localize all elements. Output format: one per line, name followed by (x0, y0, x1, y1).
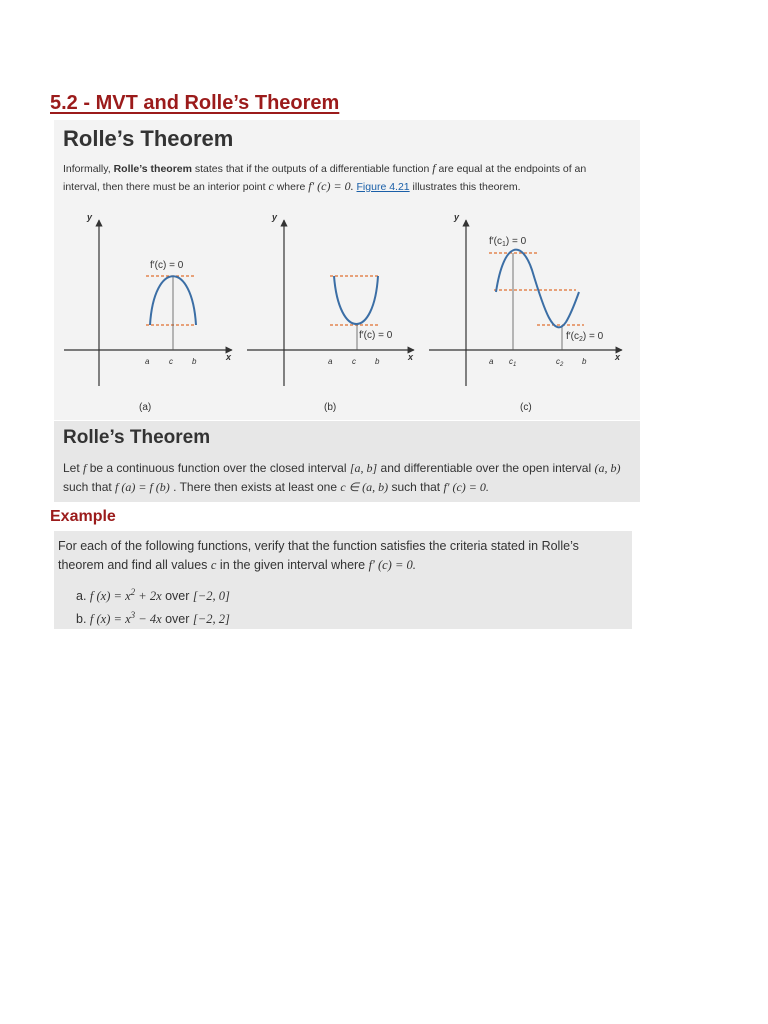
example-c: c (210, 558, 217, 572)
list-item-function: f (x) = x (89, 589, 131, 604)
graph-b-y-label: y (272, 212, 278, 222)
list-item-over: over (161, 612, 193, 627)
graph-c (429, 212, 622, 413)
graph-a (64, 212, 232, 413)
theorem-text-2: be a continuous function over the closed interval (86, 461, 350, 475)
graph-b-curve (334, 276, 378, 324)
graph-c-curve (496, 250, 579, 328)
intro-text-5: illustrates this theorem. (409, 181, 521, 193)
list-item-rest: + 2x (135, 589, 162, 604)
intro-paragraph (63, 160, 623, 196)
graph-b-tick-a: a (328, 357, 333, 366)
theorem-statement-box (54, 421, 640, 502)
graph-c-deriv-label-1: $f'(c_1) = 0$ (489, 236, 527, 248)
list-item-function: f (x) = x (89, 612, 131, 627)
example-text-2: in the given interval where (216, 558, 369, 572)
graph-c-tick-b: b (582, 357, 587, 366)
theorem-text-4: such that (63, 480, 116, 494)
section-title: 5.2 - MVT and Rolle’s Theorem (50, 92, 340, 114)
example-list (76, 583, 230, 629)
intro-text-1: Informally, (63, 163, 114, 175)
graph-b-tick-c: c (352, 357, 356, 366)
theorem-text-1: Let (63, 461, 84, 475)
intro-heading: Rolle’s Theorem (63, 126, 234, 151)
graph-c-tick-a: a (489, 357, 494, 366)
graph-b-x-label: x (408, 352, 414, 362)
figure-link[interactable]: Figure 4.21 (356, 181, 410, 193)
theorem-text-5: . There then exists at least one (169, 480, 341, 494)
theorem-text-3: and differentiable over the open interval (377, 461, 595, 475)
graph-b (247, 212, 414, 413)
theorem-membership: c ∈ (a, b) (340, 480, 389, 494)
list-item (76, 606, 230, 629)
intro-text-2: states that if the outputs of a differentiable function (191, 163, 433, 175)
intro-bold-term: Rolle’s theorem (113, 163, 192, 175)
theorem-closed-interval: [a, b] (349, 461, 378, 475)
example-prompt (58, 537, 628, 575)
intro-text-3: are equal at the endpoints of an interval, then there must be an interior point (63, 163, 587, 193)
list-item-marker: b. (76, 612, 87, 627)
intro-f-symbol: f (432, 161, 436, 175)
rolles-theorem-intro (54, 120, 640, 420)
graph-c-caption: (c) (520, 402, 532, 413)
example-box (54, 531, 632, 629)
graph-a-tick-c: c (169, 357, 173, 366)
list-item-interval: [−2, 2] (192, 612, 230, 627)
graph-a-y-label: y (87, 212, 93, 222)
list-item-over: over (161, 589, 193, 604)
intro-c-symbol: c (268, 179, 274, 193)
theorem-statement (63, 459, 633, 497)
list-item-rest: − 4x (135, 612, 162, 627)
theorem-text-6: such that (388, 480, 444, 494)
theorem-open-interval: (a, b) (594, 461, 621, 475)
theorem-f: f (83, 461, 87, 475)
list-item-marker: a. (76, 589, 87, 604)
graph-c-x-label: x (615, 352, 621, 362)
graph-a-tick-a: a (145, 357, 150, 366)
intro-condition: f′ (c) = 0. (308, 179, 354, 193)
list-item-exponent: 3 (130, 610, 136, 621)
example-condition: f′ (c) = 0. (368, 558, 416, 572)
graph-b-tick-b: b (375, 357, 380, 366)
list-item-exponent: 2 (130, 587, 136, 597)
graph-c-tick-c1: $c_1$ (509, 357, 517, 368)
theorem-conclusion: f′ (c) = 0. (443, 480, 489, 494)
graph-a-caption: (a) (139, 402, 152, 413)
graph-a-tick-b: b (192, 357, 197, 366)
graph-c-tick-c2: $c_2$ (556, 357, 564, 368)
graph-a-deriv-label: f′(c) = 0 (150, 260, 184, 271)
graph-c-deriv-label-2: $f'(c_2) = 0$ (566, 331, 604, 343)
example-text-1: For each of the following functions, verify that the function satisfies the criteria stated in Rolle’s theorem and find all values (58, 539, 579, 572)
list-item (76, 583, 230, 606)
list-item-interval: [−2, 0] (192, 589, 230, 604)
graph-a-x-label: x (226, 352, 232, 362)
graph-b-deriv-label: f′(c) = 0 (359, 330, 393, 341)
rolle-graphs-figure (54, 200, 640, 420)
theorem-heading: Rolle’s Theorem (63, 427, 211, 448)
intro-text-4: where (273, 181, 309, 193)
graph-c-y-label: y (454, 212, 460, 222)
example-heading: Example (50, 508, 116, 525)
theorem-equality: f (a) = f (b) (115, 480, 170, 494)
graph-b-caption: (b) (324, 402, 337, 413)
